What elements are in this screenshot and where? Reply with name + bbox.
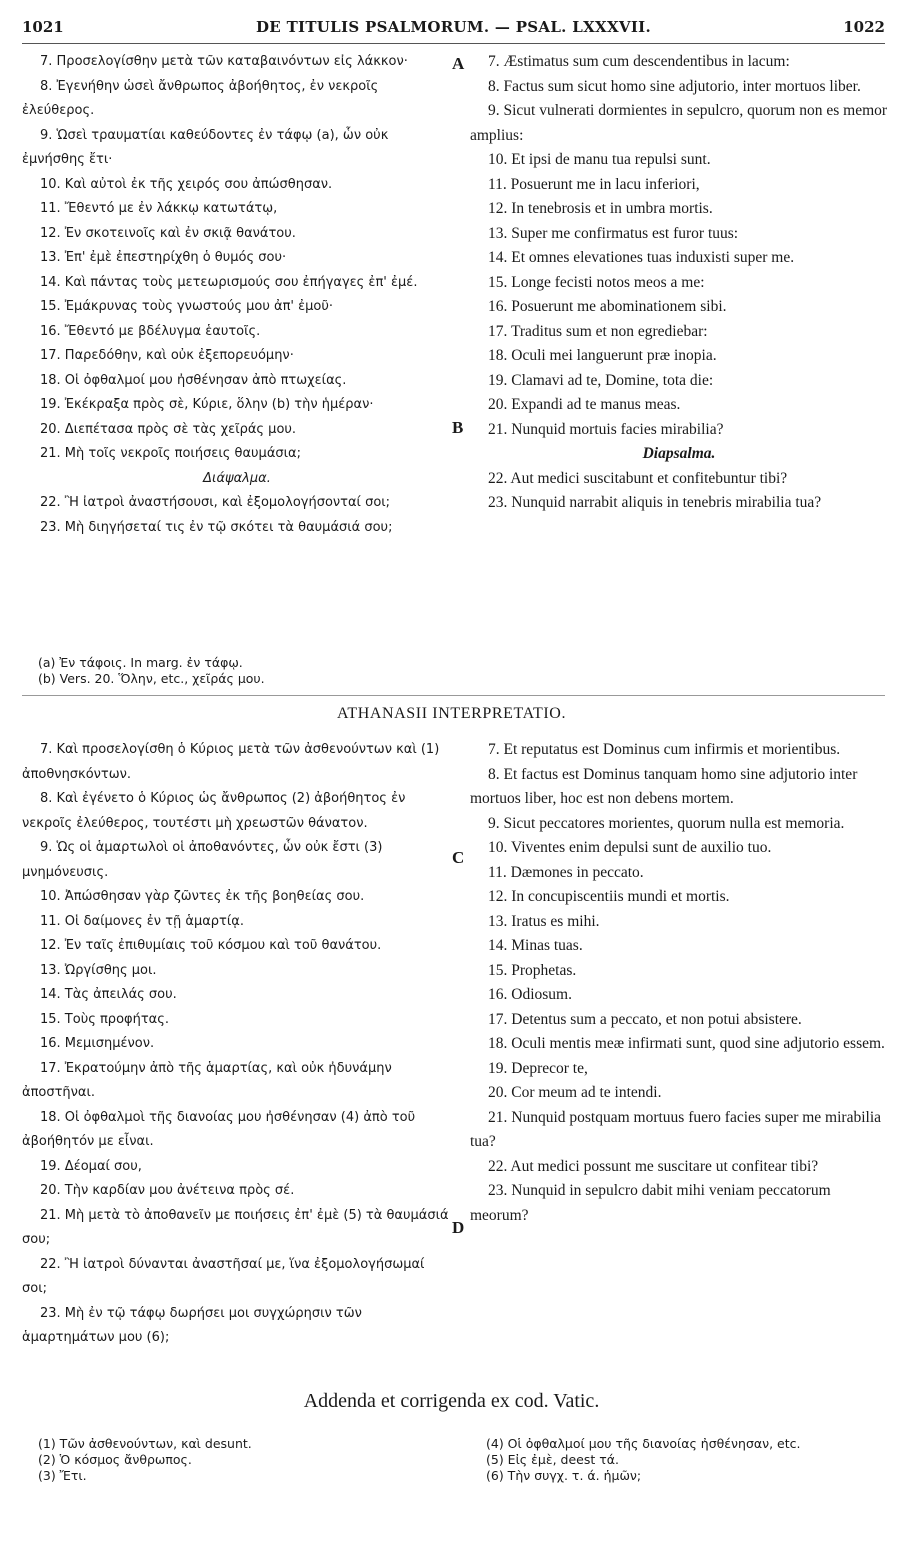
section-divider: [22, 695, 885, 696]
verse-latin: 10. Viventes enim depulsi sunt de auxilio tuo.: [488, 839, 772, 856]
verse-greek: 21. Μὴ μετὰ τὸ ἀποθανεῖν με ποιήσεις ἐπ' ἐμὲ (5) τὰ θαυμάσιά σου;: [22, 1207, 449, 1247]
margin-mark-d: D: [452, 1218, 465, 1237]
verse-latin: 13. Iratus es mihi.: [488, 912, 600, 930]
verse-greek: 14. Τὰς ἀπειλάς σου.: [40, 987, 177, 1002]
verse-latin: 17. Detentus sum a peccato, et non potui absistere.: [488, 1010, 802, 1028]
verse-greek: 22. Ἢ ἰατροὶ δύνανται ἀναστῆσαί με, ἵνα ἐξομολογήσωμαί σοι;: [22, 1256, 425, 1296]
verse-greek: 7. Καὶ προσελογίσθη ὁ Κύριος μετὰ τῶν ἀσθενούντων καὶ (1) ἀποθνησκόντων.: [22, 742, 440, 782]
verse-latin: 14. Minas tuas.: [488, 937, 583, 954]
verse-greek: 9. Ὡσεὶ τραυματίαι καθεύδοντες ἐν τάφῳ (a), ὧν οὐκ ἐμνήσθης ἔτι·: [22, 127, 389, 167]
verse-greek: 13. Ὠργίσθης μοι.: [40, 962, 157, 978]
verse-greek: 18. Οἱ ὀφθαλμοί μου ἠσθένησαν ἀπὸ πτωχείας.: [40, 372, 347, 388]
verse-greek: 20. Τὴν καρδίαν μου ἀνέτεινα πρὸς σέ.: [40, 1183, 295, 1198]
addenda-note: (4) Οἱ ὀφθαλμοί μου τῆς διανοίας ἠσθένησαν, etc.: [486, 1436, 801, 1451]
verse-greek: 10. Καὶ αὐτοὶ ἐκ τῆς χειρός σου ἀπώσθησαν.: [40, 176, 333, 192]
addenda-note: (5) Εἰς ἐμὲ, deest τά.: [486, 1452, 619, 1467]
verse-greek: 18. Οἱ ὀφθαλμοὶ τῆς διανοίας μου ἠσθένησαν (4) ἀπὸ τοῦ ἀβοήθητόν με εἶναι.: [22, 1109, 416, 1149]
verse-latin: 18. Oculi mentis meæ infirmati sunt, quod sine adjutorio essem.: [488, 1035, 885, 1052]
addenda-right: [470, 1436, 890, 1484]
footnotes-section1: [22, 655, 452, 687]
verse-latin: 15. Prophetas.: [488, 961, 577, 979]
verse-latin: 13. Super me confirmatus est furor tuus:: [488, 224, 739, 242]
verse-latin: 12. In tenebrosis et in umbra mortis.: [488, 200, 713, 217]
diapsalma-greek: Διάψαλμα.: [203, 470, 271, 486]
addenda-note: (2) Ὁ κόσμος ἄνθρωπος.: [38, 1452, 192, 1467]
verse-greek: 8. Ἐγενήθην ὡσεὶ ἄνθρωπος ἀβοήθητος, ἐν νεκροῖς ἐλεύθερος.: [22, 78, 379, 118]
verse-latin: 23. Nunquid in sepulcro dabit mihi veniam peccatorum meorum?: [470, 1182, 831, 1224]
verse-latin: 7. Et reputatus est Dominus cum infirmis et morientibus.: [488, 741, 841, 758]
verse-latin: 18. Oculi mei languerunt præ inopia.: [488, 347, 717, 364]
verse-latin: 16. Posuerunt me abominationem sibi.: [488, 298, 727, 315]
verse-latin: 9. Sicut peccatores morientes, quorum nulla est memoria.: [488, 814, 845, 832]
margin-mark-a: A: [452, 54, 465, 73]
margin-mark-c: C: [452, 848, 465, 867]
verse-latin: 8. Et factus est Dominus tanquam homo sine adjutorio inter mortuos liber, hoc est non debens mortem.: [470, 765, 858, 807]
verse-greek: 11. Οἱ δαίμονες ἐν τῇ ἁμαρτίᾳ.: [40, 913, 244, 929]
verse-latin: 11. Dæmones in peccato.: [488, 863, 644, 881]
verse-greek: 15. Ἐμάκρυνας τοὺς γνωστούς μου ἀπ' ἐμοῦ·: [40, 299, 334, 314]
verse-greek: 15. Τοὺς προφήτας.: [40, 1011, 169, 1027]
verse-greek: 23. Μὴ διηγήσεταί τις ἐν τῷ σκότει τὰ θαυμάσιά σου;: [40, 519, 393, 535]
verse-latin: 22. Aut medici suscitabunt et confitebuntur tibi?: [488, 469, 788, 487]
verse-greek: 7. Προσελογίσθην μετὰ τῶν καταβαινόντων εἰς λάκκον·: [40, 54, 408, 69]
verse-latin: 11. Posuerunt me in lacu inferiori,: [488, 175, 700, 193]
verse-greek: 19. Δέομαί σου,: [40, 1158, 142, 1174]
addenda-heading: Addenda et corrigenda ex cod. Vatic.: [303, 1390, 600, 1412]
psalm-latin-column: [470, 50, 888, 516]
verse-greek: 22. Ἢ ἰατροὶ ἀναστήσουσι, καὶ ἐξομολογήσονταί σοι;: [40, 495, 391, 510]
verse-greek: 17. Παρεδόθην, καὶ οὐκ ἐξεπορευόμην·: [40, 348, 294, 363]
verse-latin: 19. Deprecor te,: [488, 1059, 588, 1077]
diapsalma-latin: Diapsalma.: [642, 445, 716, 462]
running-header: [22, 18, 885, 40]
verse-latin: 17. Traditus sum et non egrediebar:: [488, 322, 708, 340]
verse-latin: 21. Nunquid mortuis facies mirabilia?: [488, 420, 724, 438]
verse-greek: 14. Καὶ πάντας τοὺς μετεωρισμούς σου ἐπήγαγες ἐπ' ἐμέ.: [40, 274, 418, 290]
addenda-note: (3) Ἔτι.: [38, 1468, 87, 1483]
verse-latin: 8. Factus sum sicut homo sine adjutorio, inter mortuos liber.: [488, 77, 861, 95]
verse-latin: 20. Cor meum ad te intendi.: [488, 1084, 662, 1101]
addenda-note: (1) Τῶν ἀσθενούντων, καὶ desunt.: [38, 1436, 252, 1451]
interpretation-greek-column: [22, 738, 450, 1351]
verse-greek: 13. Ἐπ' ἐμὲ ἐπεστηρίχθη ὁ θυμός σου·: [40, 250, 287, 265]
verse-greek: 21. Μὴ τοῖς νεκροῖς ποιήσεις θαυμάσια;: [40, 446, 301, 461]
verse-latin: 21. Nunquid postquam mortuus fuero facies super me mirabilia tua?: [470, 1108, 882, 1150]
verse-latin: 20. Expandi ad te manus meas.: [488, 396, 681, 413]
verse-greek: 20. Διεπέτασα πρὸς σὲ τὰς χεῖράς μου.: [40, 421, 297, 437]
verse-latin: 9. Sicut vulnerati dormientes in sepulcro, quorum non es memor amplius:: [470, 102, 888, 144]
footnote: (b) Vers. 20. Ὅλην, etc., χεῖράς μου.: [38, 671, 265, 686]
psalm-greek-column: [22, 50, 452, 540]
verse-greek: 10. Ἀπώσθησαν γὰρ ζῶντες ἐκ τῆς βοηθείας σου.: [40, 889, 365, 904]
addenda-left: [22, 1436, 452, 1484]
verse-latin: 14. Et omnes elevationes tuas induxisti super me.: [488, 249, 795, 266]
verse-latin: 10. Et ipsi de manu tua repulsi sunt.: [488, 151, 711, 168]
verse-greek: 23. Μὴ ἐν τῷ τάφῳ δωρήσει μοι συγχώρησιν τῶν ἁμαρτημάτων μου (6);: [22, 1305, 362, 1345]
verse-greek: 16. Ἔθεντό με βδέλυγμα ἑαυτοῖς.: [40, 323, 261, 339]
verse-greek: 17. Ἐκρατούμην ἀπὸ τῆς ἁμαρτίας, καὶ οὐκ ἠδυνάμην ἀποστῆναι.: [22, 1060, 392, 1100]
section-heading-athanasius: ATHANASII INTERPRETATIO.: [336, 705, 567, 722]
verse-greek: 8. Καὶ ἐγένετο ὁ Κύριος ὡς ἄνθρωπος (2) ἀβοήθητος ἐν νεκροῖς ἐλεύθερος, τουτέστι μὴ χρεωστῶν θάνατον.: [22, 791, 406, 831]
footnote: (a) Ἐν τάφοις. In marg. ἐν τάφῳ.: [38, 655, 243, 670]
verse-greek: 16. Μεμισημένον.: [40, 1036, 155, 1051]
verse-latin: 12. In concupiscentiis mundi et mortis.: [488, 888, 730, 905]
margin-mark-b: B: [452, 418, 464, 437]
verse-latin: 23. Nunquid narrabit aliquis in tenebris mirabilia tua?: [488, 494, 822, 511]
page-number-left: 1021: [22, 18, 64, 36]
verse-greek: 19. Ἐκέκραξα πρὸς σὲ, Κύριε, ὅλην (b) τὴν ἡμέραν·: [40, 397, 374, 412]
verse-latin: 19. Clamavi ad te, Domine, tota die:: [488, 371, 714, 389]
verse-latin: 15. Longe fecisti notos meos a me:: [488, 273, 705, 291]
verse-latin: 7. Æstimatus sum cum descendentibus in lacum:: [488, 53, 790, 70]
verse-latin: 16. Odiosum.: [488, 986, 572, 1003]
verse-greek: 12. Ἐν ταῖς ἐπιθυμίαις τοῦ κόσμου καὶ τοῦ θανάτου.: [40, 938, 382, 953]
running-title: DE TITULIS PSALMORUM. — PSAL. LXXXVII.: [256, 18, 651, 36]
verse-greek: 12. Ἐν σκοτεινοῖς καὶ ἐν σκιᾷ θανάτου.: [40, 225, 296, 241]
verse-greek: 9. Ὡς οἱ ἁμαρτωλοὶ οἱ ἀποθανόντες, ὧν οὐκ ἔστι (3) μνημόνευσις.: [22, 840, 383, 880]
interpretation-latin-column: [470, 738, 888, 1228]
addenda-note: (6) Τὴν συγχ. τ. ά. ἡμῶν;: [486, 1468, 642, 1483]
page-number-right: 1022: [843, 18, 885, 36]
verse-greek: 11. Ἔθεντό με ἐν λάκκῳ κατωτάτῳ,: [40, 201, 278, 216]
header-rule: [22, 43, 885, 44]
verse-latin: 22. Aut medici possunt me suscitare ut confitear tibi?: [488, 1157, 819, 1175]
